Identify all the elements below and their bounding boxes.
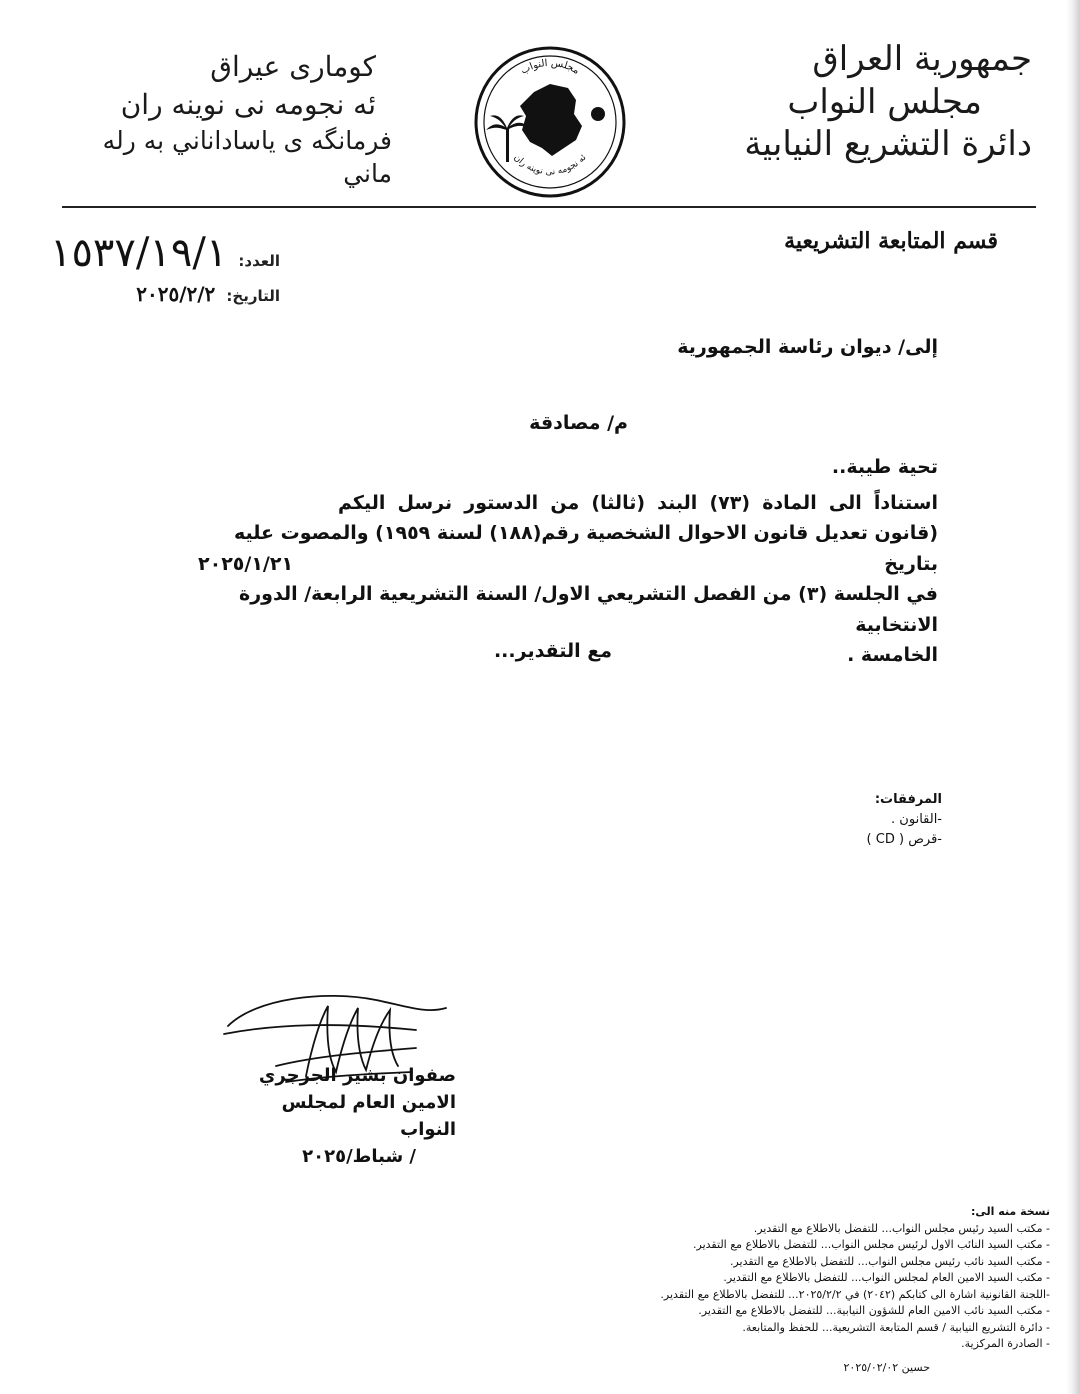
number-label: العدد: <box>238 252 280 270</box>
header-divider <box>62 206 1036 208</box>
department-label: قسم المتابعة التشريعية <box>784 228 998 254</box>
signature-date: / شباط/٢٠٢٥ <box>302 1146 416 1167</box>
body-line-4: الخامسة . <box>847 643 938 666</box>
document-date-row <box>84 282 280 306</box>
date-value: ٢٠٢٥/٢/٢ <box>136 282 216 306</box>
page-edge-shadow <box>1066 0 1080 1394</box>
number-value: ١٥٣٧/١٩/١ <box>49 230 228 276</box>
attachments-title: المرفقات: <box>874 792 942 807</box>
attachment-item-2: -قرص ( CD ) <box>866 832 942 848</box>
body-line-3: في الجلسة (٣) من الفصل التشريعي الاول/ السنة التشريعية الرابعة/ الدورة الانتخابية <box>239 583 938 636</box>
document-number-row <box>30 230 280 276</box>
body-line-1: استناداً الى المادة (٧٣) البند (ثالثا) من الدستور نرسل اليكم <box>338 492 939 514</box>
cc-list <box>610 1204 1050 1353</box>
date-label: التاريخ: <box>226 287 280 305</box>
signatory-name: صفوان بشير الجرجري <box>258 1065 456 1086</box>
greeting: تحية طيبة.. <box>831 456 938 478</box>
cc-item: - مكتب السيد نائب رئيس مجلس النواب... للتفضل بالاطلاع مع التقدير. <box>729 1254 1050 1268</box>
header-kurdish-line-1: كوماری عیراق <box>210 50 376 83</box>
header-kurdish <box>62 48 392 191</box>
subject: م/ مصادقة <box>529 412 628 434</box>
header-arabic-line-3: دائرة التشريع النيابية <box>744 124 1032 164</box>
logo-text-top: مجلس النواب <box>519 57 582 77</box>
header-kurdish-line-2: ئه نجومه نی نوینه ران <box>120 87 376 121</box>
sun-icon <box>591 107 605 121</box>
header-arabic-line-2: مجلس النواب <box>787 81 982 122</box>
cc-item: - مكتب السيد نائب الامين العام للشؤون النيابية... للتفضل بالاطلاع مع التقدير. <box>698 1304 1050 1317</box>
closing: مع التقدير... <box>493 640 612 662</box>
cc-item: -اللجنة القانونية اشارة الى كتابكم (٢٠٤٢) في ٢٠٢٥/٢/٢... للتفضل بالاطلاع مع التقدير. <box>660 1287 1050 1301</box>
parliament-emblem-logo <box>472 44 628 200</box>
body-line-2: (قانون تعديل قانون الاحوال الشخصية رقم(١٨٨) لسنة ١٩٥٩) والمصوت عليه بتاريخ ٢٠٢٥/١/٢١ <box>198 522 938 575</box>
recipient: إلى/ ديوان رئاسة الجمهورية <box>677 336 938 358</box>
cc-item: - مكتب السيد النائب الاول لرئيس مجلس النواب... للتفضل بالاطلاع مع التقدير. <box>693 1238 1050 1251</box>
cc-item: - مكتب السيد رئيس مجلس النواب... للتفضل بالاطلاع مع التقدير. <box>753 1221 1050 1235</box>
iraq-map-icon <box>520 84 582 156</box>
signatory-title: الامين العام لمجلس النواب <box>281 1092 456 1140</box>
header-kurdish-line-3: فرمانگه ی یاساداناني به رله ماني <box>102 125 392 189</box>
header-arabic-line-1: جمهورية العراق <box>812 39 1032 79</box>
footer-note: حسين ٢٠٢٥/٠٢/٠٢ <box>843 1361 930 1374</box>
signature-block <box>226 1062 456 1170</box>
logo-text-bottom: ئه نجومه نی نوینه ران <box>511 152 589 178</box>
header-arabic <box>732 38 1032 166</box>
attachments <box>782 790 942 850</box>
attachment-item-1: -القانون . <box>891 812 942 828</box>
cc-item: - دائرة التشريع النيابية / قسم المتابعة التشريعية... للحفظ والمتابعة. <box>742 1320 1050 1334</box>
cc-item: - الصادرة المركزية. <box>961 1337 1050 1350</box>
cc-item: - مكتب السيد الامين العام لمجلس النواب... للتفضل بالاطلاع مع التقدير. <box>723 1271 1050 1284</box>
cc-title: نسخة منه الى: <box>971 1205 1050 1218</box>
